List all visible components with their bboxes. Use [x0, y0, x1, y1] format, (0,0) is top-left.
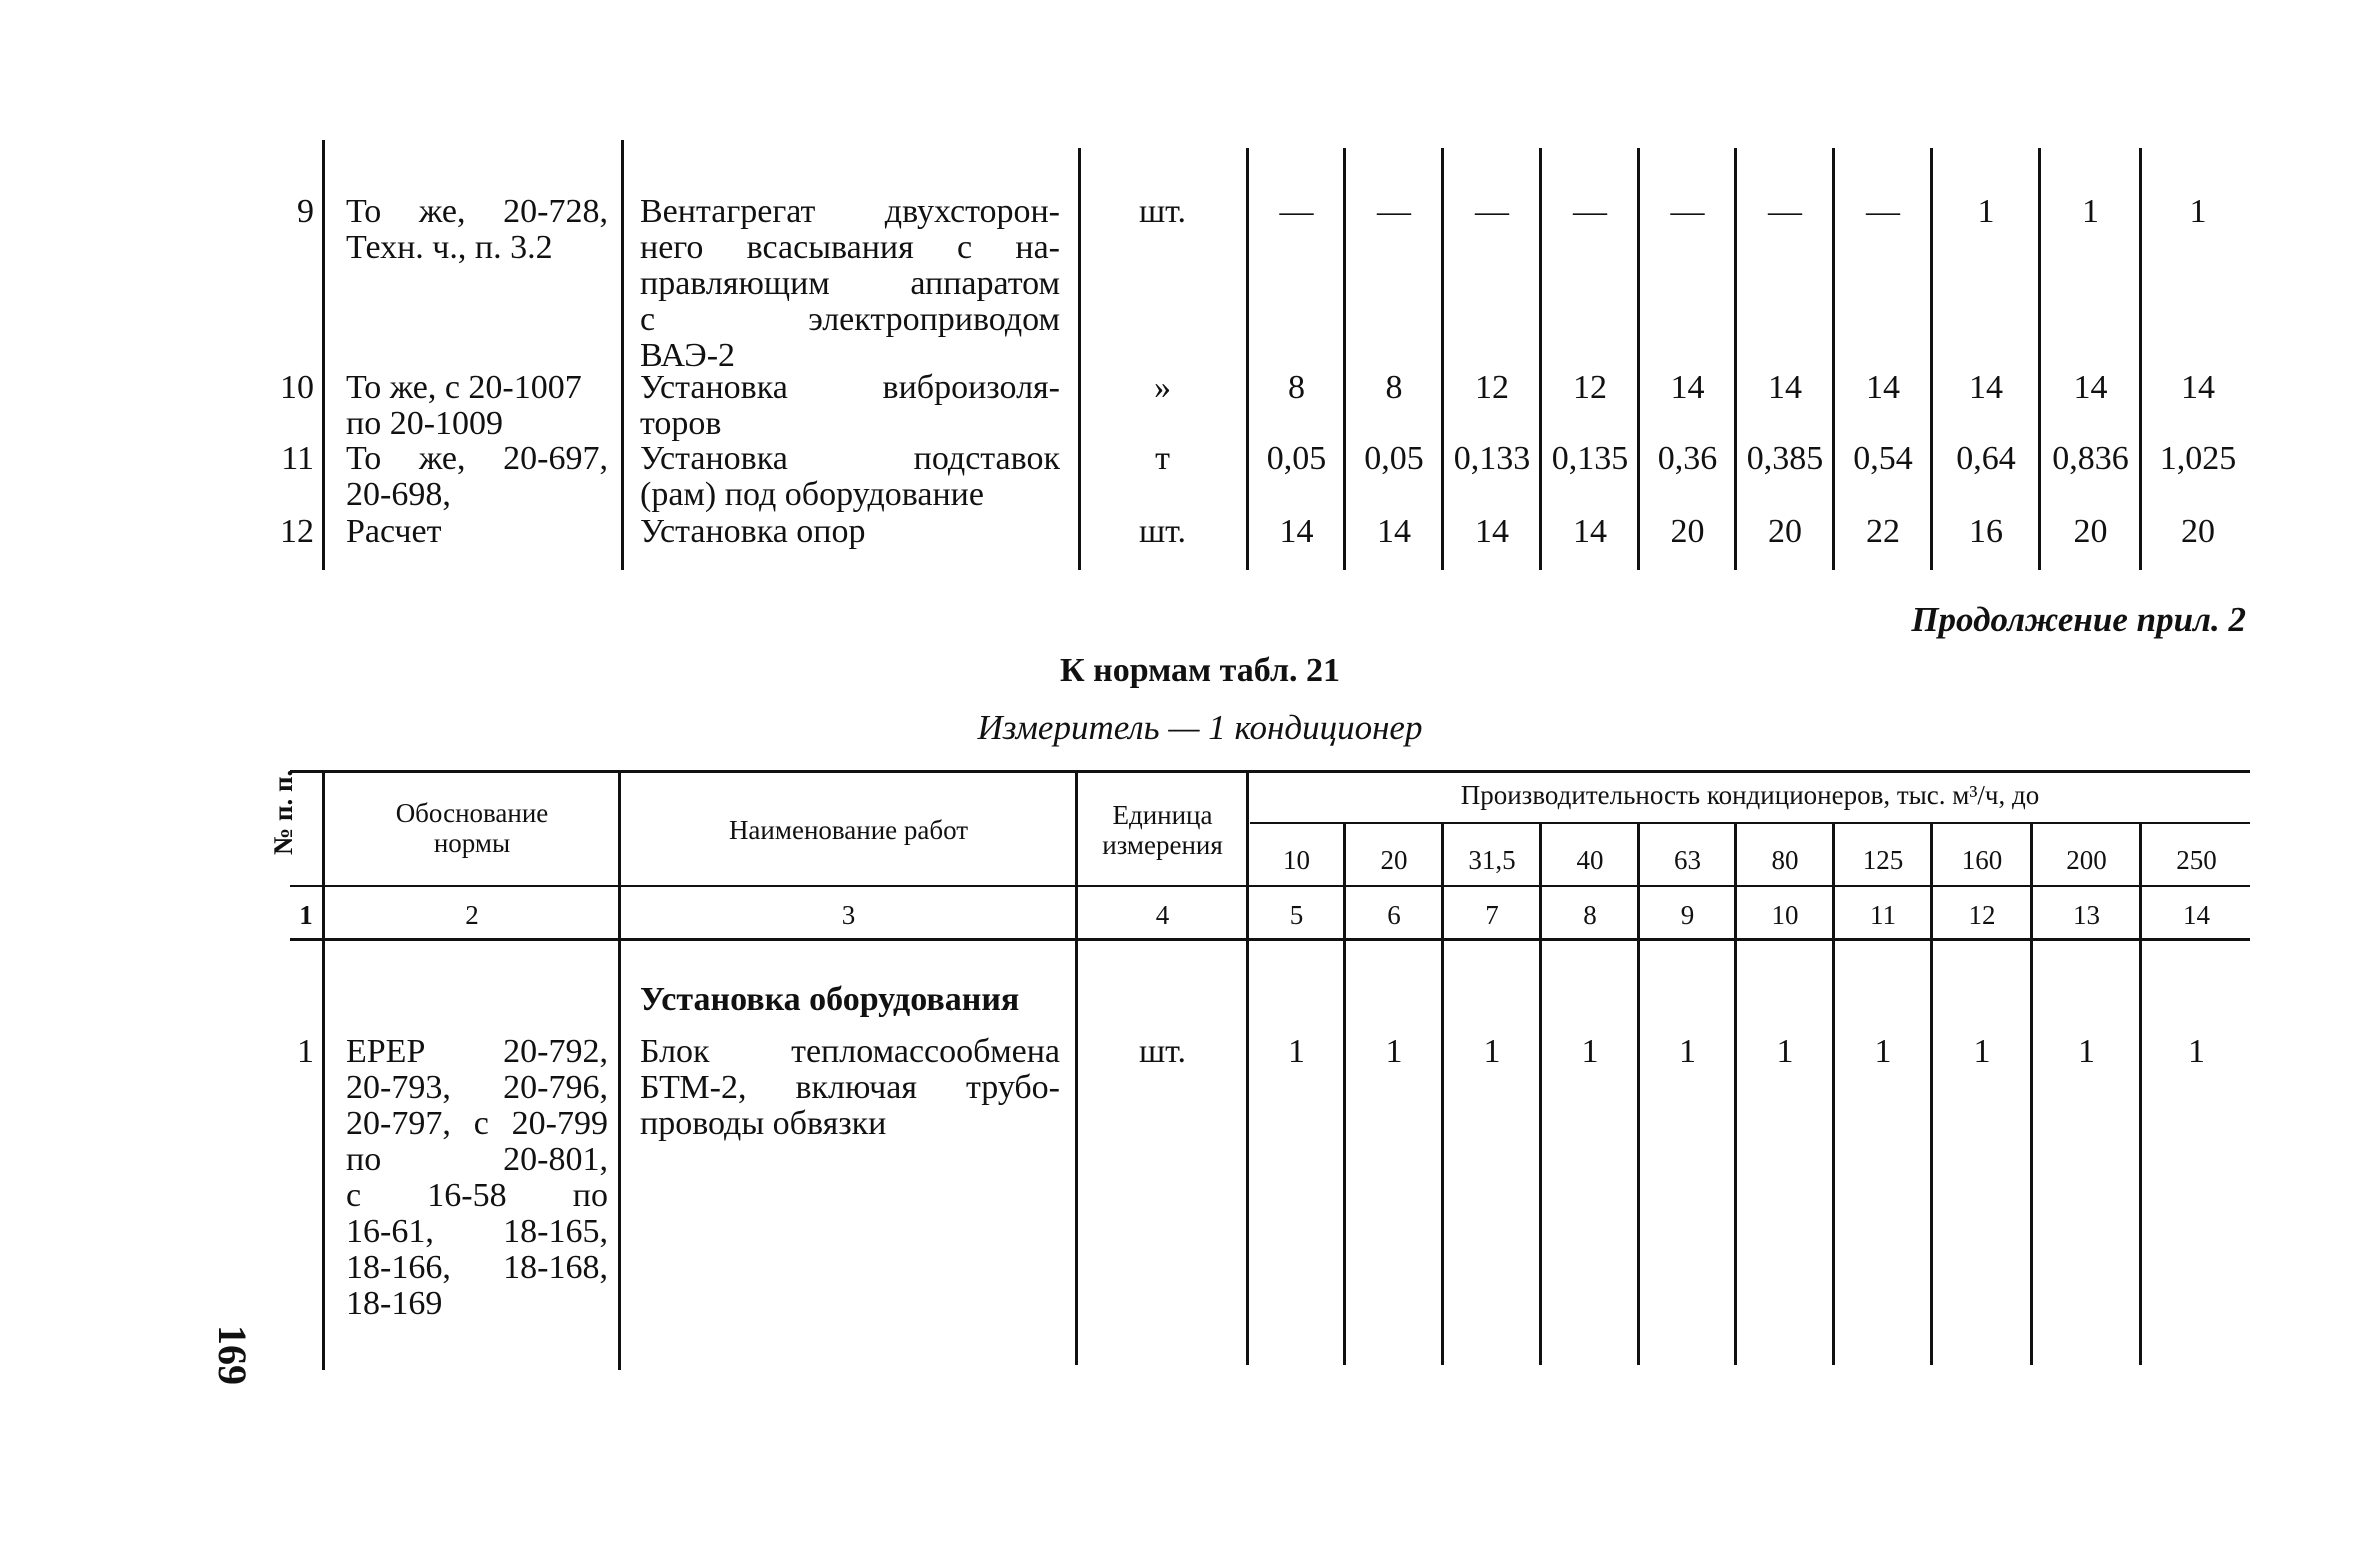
col-rule [618, 940, 621, 1370]
unit: т [1155, 440, 1170, 477]
value-cell: 14 [1475, 513, 1509, 550]
norm-basis: То же, 20-728, Техн. ч., п. 3.2 [346, 193, 608, 266]
value-cell: 0,135 [1551, 440, 1629, 477]
norm-basis: То же, 20-697, 20-698, [346, 440, 608, 513]
col-rule [1441, 940, 1444, 1365]
value-cell: 1 [1973, 1033, 1991, 1070]
value-cell: 0,133 [1453, 440, 1531, 477]
col-rule [1832, 824, 1835, 938]
value-cell: — [1475, 193, 1509, 230]
value-cell: 1 [1776, 1033, 1794, 1070]
value-cell: 1 [1581, 1033, 1599, 1070]
col-rule [1734, 824, 1737, 938]
row-number: 12 [280, 513, 314, 550]
unit: » [1154, 369, 1171, 406]
value-cell: — [1866, 193, 1900, 230]
value-cell: — [1377, 193, 1411, 230]
value-cell: 20 [2181, 513, 2215, 550]
value-cell: 14 [1279, 513, 1314, 550]
row-number: 11 [281, 440, 314, 477]
col-rule [322, 772, 325, 938]
col-rule [1637, 824, 1640, 938]
value-cell: 14 [1573, 513, 1607, 550]
value-cell: 14 [1768, 369, 1802, 406]
value-cell: 0,05 [1266, 440, 1327, 477]
col-rule [1832, 148, 1835, 570]
value-cell: 14 [1969, 369, 2003, 406]
unit: шт. [1139, 193, 1186, 230]
col-rule [1734, 940, 1737, 1365]
column-number: 7 [1485, 900, 1499, 930]
row-number: 9 [297, 193, 314, 230]
page-number: 169 [210, 1325, 255, 1385]
col-rule [1930, 148, 1933, 570]
col-rule [1539, 940, 1542, 1365]
value-cell: 20 [1670, 513, 1705, 550]
value-cell: 12 [1475, 369, 1509, 406]
col-rule [2139, 148, 2142, 570]
value-cell: 1 [1483, 1033, 1501, 1070]
row-number: 1 [297, 1033, 314, 1070]
column-number: 11 [1870, 900, 1896, 930]
colnum-bottom-rule [290, 938, 2250, 941]
col-rule [1343, 824, 1346, 938]
value-cell: 1 [2078, 1033, 2095, 1070]
col-rule [618, 772, 621, 938]
value-cell: 1 [2189, 193, 2207, 230]
work-name: Установка подставок (рам) под оборудование [640, 440, 1060, 513]
value-cell: 0,54 [1853, 440, 1913, 477]
value-cell: 1 [1977, 193, 1995, 230]
value-cell: 14 [1670, 369, 1705, 406]
header-capacity: Производительность кондиционеров, тыс. м³/ч, до [1460, 780, 2040, 810]
header-capacity-col: 80 [1771, 845, 1799, 875]
col-rule [1441, 824, 1444, 938]
value-cell: 8 [1385, 369, 1403, 406]
value-cell: 0,64 [1956, 440, 2016, 477]
value-cell: — [1670, 193, 1705, 230]
value-cell: 20 [2073, 513, 2108, 550]
value-cell: 1 [1679, 1033, 1696, 1070]
value-cell: — [1768, 193, 1802, 230]
header-capacity-col: 20 [1380, 845, 1408, 875]
col-rule [2030, 940, 2033, 1365]
value-cell: 14 [2073, 369, 2108, 406]
table-top-rule [290, 770, 2250, 773]
header-split-rule [1250, 822, 2250, 824]
value-cell: 20 [1768, 513, 1802, 550]
col-rule [2139, 940, 2142, 1365]
work-name: Установка виброизоля- торов [640, 369, 1060, 442]
col-rule [1832, 940, 1835, 1365]
header-capacity-col: 63 [1674, 845, 1701, 875]
work-name: Вентагрегат двухсторон- него всасывания с на- правляющим аппаратом с электроприводом ВАЭ-2 [640, 193, 1060, 374]
value-cell: 14 [2181, 369, 2215, 406]
column-number: 13 [2073, 900, 2100, 930]
col-rule [1930, 824, 1933, 938]
value-cell: 16 [1969, 513, 2003, 550]
col-rule [1343, 148, 1346, 570]
column-number: 9 [1680, 900, 1695, 930]
col-rule [2038, 148, 2041, 570]
header-capacity-col: 250 [2176, 845, 2217, 875]
col-rule [1246, 772, 1249, 938]
unit: шт. [1139, 1033, 1186, 1070]
header-capacity-col: 200 [2066, 845, 2107, 875]
col-rule [2139, 824, 2142, 938]
column-number: 12 [1968, 900, 1996, 930]
measure-unit: Измеритель — 1 кондиционер [977, 708, 1423, 747]
header-row-number: № п. п. [268, 769, 298, 855]
value-cell: 0,836 [2052, 440, 2129, 477]
value-cell: 12 [1573, 369, 1607, 406]
header-capacity-col: 125 [1862, 845, 1904, 875]
column-number: 14 [2183, 900, 2210, 930]
col-rule [1734, 148, 1737, 570]
column-number: 5 [1289, 900, 1304, 930]
col-rule [621, 140, 624, 570]
work-name: Установка опор [640, 513, 866, 550]
column-number: 3 [841, 900, 856, 930]
col-rule [1539, 148, 1542, 570]
value-cell: — [1279, 193, 1314, 230]
value-cell: 22 [1866, 513, 1900, 550]
value-cell: 0,385 [1746, 440, 1824, 477]
work-name: Блок тепломассообмена БТМ-2, включая трубо- проводы обвязки [640, 1033, 1060, 1142]
col-rule [1246, 148, 1249, 570]
header-norm-basis: Обоснование нормы [395, 798, 549, 858]
header-work-name: Наименование работ [728, 815, 969, 845]
value-cell: 1 [2188, 1033, 2205, 1070]
value-cell: 1 [1874, 1033, 1892, 1070]
col-rule [1075, 940, 1078, 1365]
col-rule [1078, 148, 1081, 570]
header-capacity-col: 10 [1283, 845, 1310, 875]
col-rule [1246, 940, 1249, 1365]
column-number: 4 [1155, 900, 1170, 930]
value-cell: 1 [1288, 1033, 1305, 1070]
col-rule [1930, 940, 1933, 1365]
col-rule [1441, 148, 1444, 570]
value-cell: 1 [2082, 193, 2099, 230]
header-unit: Единица измерения [1102, 800, 1223, 860]
col-rule [1539, 824, 1542, 938]
header-capacity-col: 40 [1576, 845, 1604, 875]
col-rule [1637, 148, 1640, 570]
value-cell: 1 [1385, 1033, 1403, 1070]
value-cell: 14 [1866, 369, 1900, 406]
table-title: К нормам табл. 21 [1059, 652, 1341, 689]
column-number: 8 [1583, 900, 1597, 930]
row-number: 10 [280, 369, 314, 406]
col-rule [2030, 824, 2033, 938]
norm-basis: Расчет [346, 513, 442, 550]
norm-basis: То же, с 20-1007 по 20-1009 [346, 369, 582, 442]
col-rule [1637, 940, 1640, 1365]
value-cell: 0,05 [1364, 440, 1424, 477]
col-rule [1075, 772, 1078, 938]
column-number: 2 [465, 900, 479, 930]
section-title: Установка оборудования [640, 981, 1020, 1018]
value-cell: 0,36 [1657, 440, 1718, 477]
header-capacity-col: 160 [1961, 845, 2003, 875]
col-rule [322, 140, 325, 570]
unit: шт. [1139, 513, 1186, 550]
value-cell: 1,025 [2159, 440, 2237, 477]
column-number: 1 [299, 900, 313, 930]
value-cell: 8 [1288, 369, 1305, 406]
col-rule [1343, 940, 1346, 1365]
value-cell: 14 [1377, 513, 1411, 550]
header-capacity-col: 31,5 [1468, 845, 1516, 875]
norm-basis: ЕРЕР 20-792, 20-793, 20-796, 20-797, с 20-799 по 20-801, с 16-58 по 16-61, 18-165, 18-166, 18-168, 18-169 [346, 1033, 608, 1322]
header-bottom-rule [290, 885, 2250, 887]
column-number: 10 [1771, 900, 1799, 930]
value-cell: — [1573, 193, 1607, 230]
col-rule [322, 940, 325, 1370]
column-number: 6 [1387, 900, 1401, 930]
continuation-note: Продолжение прил. 2 [1911, 600, 2246, 639]
